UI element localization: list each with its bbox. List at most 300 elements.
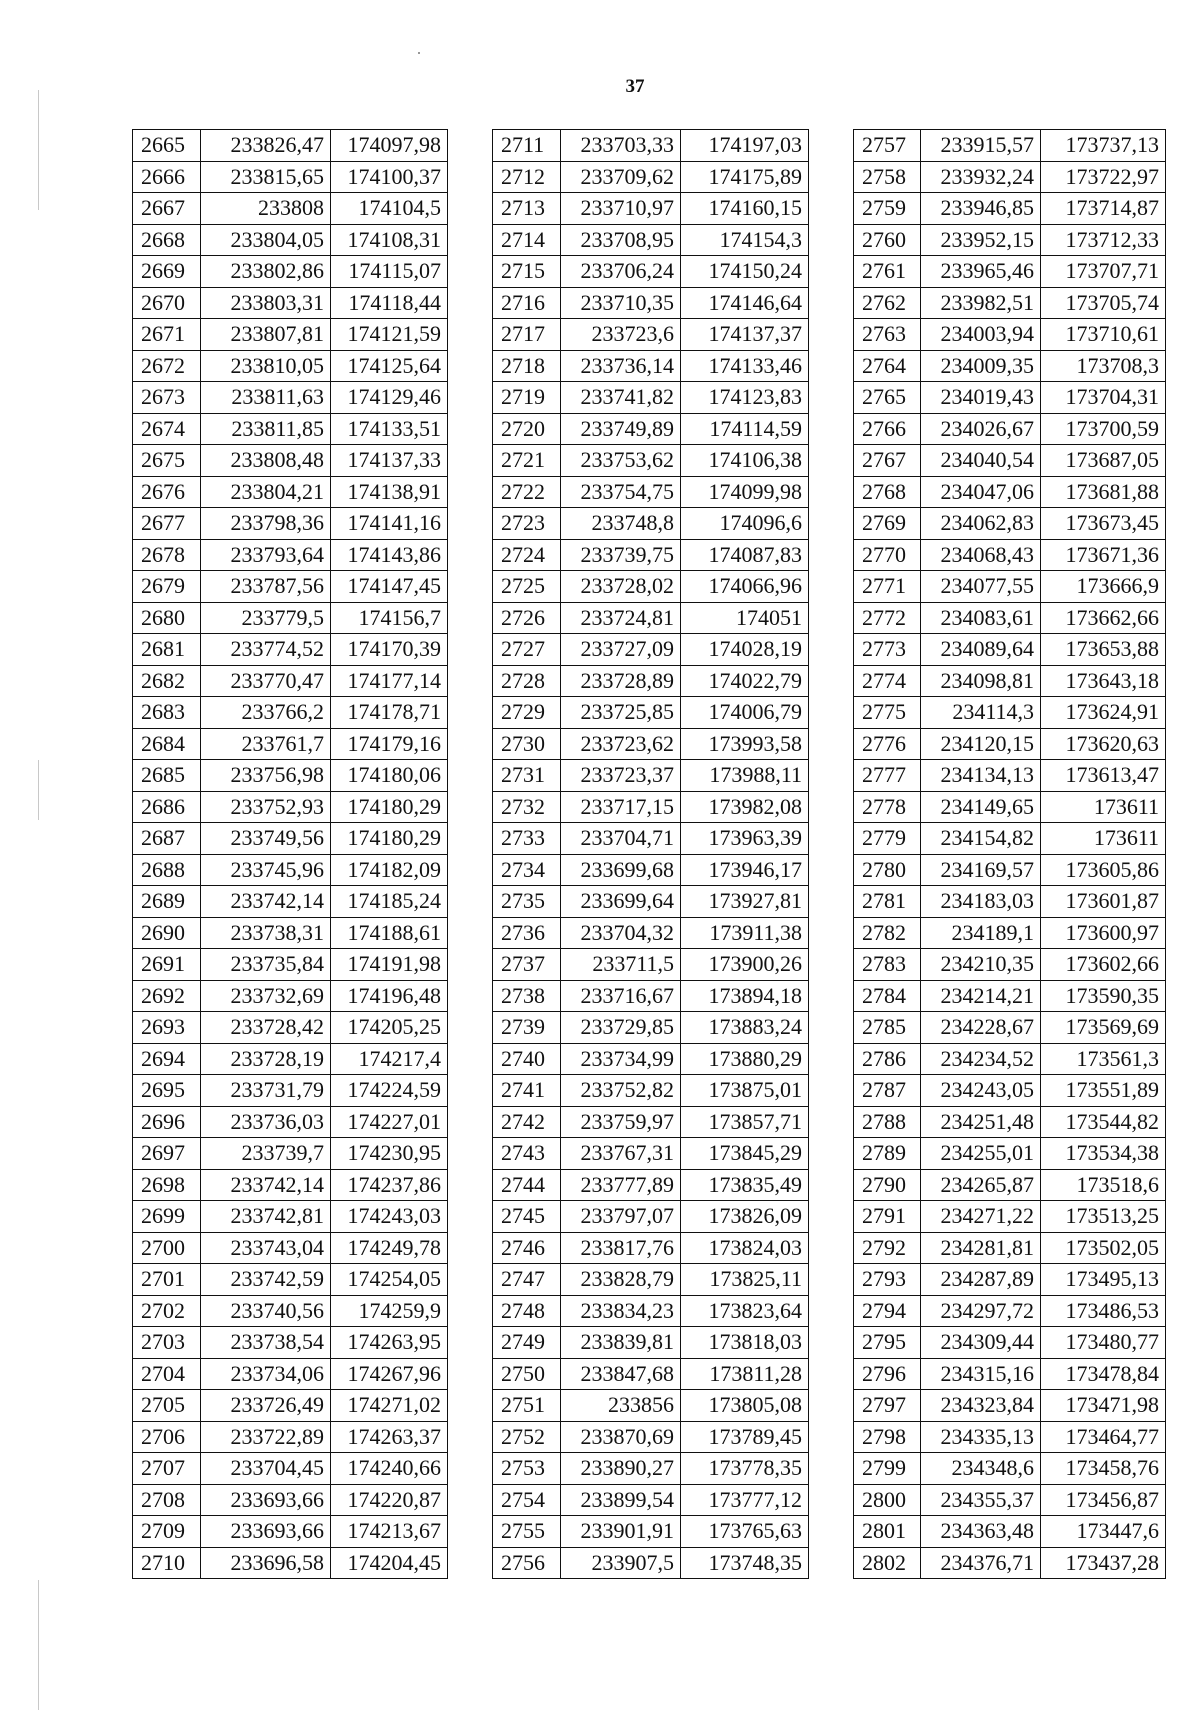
y-coordinate-cell: 174099,98 [681,476,809,508]
x-coordinate-cell: 234281,81 [921,1232,1041,1264]
table-row [133,917,448,949]
table-row [493,1043,809,1075]
point-number-cell: 2736 [493,917,561,949]
table-row [133,791,448,823]
x-coordinate-cell: 233728,19 [201,1043,331,1075]
table-row [854,161,1166,193]
table-row [493,1547,809,1579]
x-coordinate-cell: 233804,05 [201,224,331,256]
table-row [493,1484,809,1516]
x-coordinate-cell: 233739,7 [201,1138,331,1170]
y-coordinate-cell: 174205,25 [331,1012,448,1044]
scan-margin-line [38,760,39,820]
point-number-cell: 2792 [854,1232,921,1264]
table-row [854,1421,1166,1453]
point-number-cell: 2779 [854,823,921,855]
x-coordinate-cell: 234210,35 [921,949,1041,981]
point-number-cell: 2768 [854,476,921,508]
x-coordinate-cell: 233742,14 [201,1169,331,1201]
x-coordinate-cell: 233723,6 [561,319,681,351]
point-number-cell: 2718 [493,350,561,382]
y-coordinate-cell: 173811,28 [681,1358,809,1390]
y-coordinate-cell: 173544,82 [1041,1106,1166,1138]
y-coordinate-cell: 173569,69 [1041,1012,1166,1044]
x-coordinate-cell: 233899,54 [561,1484,681,1516]
y-coordinate-cell: 174259,9 [331,1295,448,1327]
table-row [493,1390,809,1422]
x-coordinate-cell: 233774,52 [201,634,331,666]
y-coordinate-cell: 174121,59 [331,319,448,351]
table-row [854,193,1166,225]
point-number-cell: 2749 [493,1327,561,1359]
x-coordinate-cell: 234265,87 [921,1169,1041,1201]
table-row [493,791,809,823]
table-row [133,1453,448,1485]
y-coordinate-cell: 174100,37 [331,161,448,193]
point-number-cell: 2767 [854,445,921,477]
x-coordinate-cell: 233723,62 [561,728,681,760]
point-number-cell: 2797 [854,1390,921,1422]
x-coordinate-cell: 234363,48 [921,1516,1041,1548]
point-number-cell: 2702 [133,1295,201,1327]
point-number-cell: 2665 [133,130,201,162]
point-number-cell: 2706 [133,1421,201,1453]
point-number-cell: 2760 [854,224,921,256]
point-number-cell: 2696 [133,1106,201,1138]
x-coordinate-cell: 234228,67 [921,1012,1041,1044]
point-number-cell: 2793 [854,1264,921,1296]
point-number-cell: 2676 [133,476,201,508]
table-row [493,634,809,666]
point-number-cell: 2730 [493,728,561,760]
table-row [493,602,809,634]
y-coordinate-cell: 174137,37 [681,319,809,351]
y-coordinate-cell: 173963,39 [681,823,809,855]
y-coordinate-cell: 173946,17 [681,854,809,886]
table-row [133,224,448,256]
point-number-cell: 2799 [854,1453,921,1485]
table-row [493,193,809,225]
x-coordinate-cell: 233779,5 [201,602,331,634]
y-coordinate-cell: 174118,44 [331,287,448,319]
y-coordinate-cell: 173624,91 [1041,697,1166,729]
x-coordinate-cell: 234047,06 [921,476,1041,508]
y-coordinate-cell: 174143,86 [331,539,448,571]
y-coordinate-cell: 174154,3 [681,224,809,256]
point-number-cell: 2679 [133,571,201,603]
table-row [133,161,448,193]
x-coordinate-cell: 233766,2 [201,697,331,729]
x-coordinate-cell: 234214,21 [921,980,1041,1012]
table-row [133,1169,448,1201]
x-coordinate-cell: 233811,85 [201,413,331,445]
point-number-cell: 2766 [854,413,921,445]
table-row [854,1327,1166,1359]
table-row [854,1264,1166,1296]
point-number-cell: 2719 [493,382,561,414]
y-coordinate-cell: 174022,79 [681,665,809,697]
point-number-cell: 2705 [133,1390,201,1422]
point-number-cell: 2790 [854,1169,921,1201]
table-row [133,980,448,1012]
point-number-cell: 2689 [133,886,201,918]
y-coordinate-cell: 174028,19 [681,634,809,666]
y-coordinate-cell: 173818,03 [681,1327,809,1359]
point-number-cell: 2685 [133,760,201,792]
point-number-cell: 2671 [133,319,201,351]
point-number-cell: 2683 [133,697,201,729]
point-number-cell: 2788 [854,1106,921,1138]
y-coordinate-cell: 173590,35 [1041,980,1166,1012]
y-coordinate-cell: 174106,38 [681,445,809,477]
table-row [493,980,809,1012]
x-coordinate-cell: 233810,05 [201,350,331,382]
y-coordinate-cell: 173714,87 [1041,193,1166,225]
y-coordinate-cell: 173662,66 [1041,602,1166,634]
y-coordinate-cell: 174182,09 [331,854,448,886]
table-row [854,697,1166,729]
y-coordinate-cell: 173534,38 [1041,1138,1166,1170]
x-coordinate-cell: 233808 [201,193,331,225]
point-number-cell: 2732 [493,791,561,823]
table-row [854,445,1166,477]
point-number-cell: 2717 [493,319,561,351]
y-coordinate-cell: 173911,38 [681,917,809,949]
table-row [493,760,809,792]
point-number-cell: 2667 [133,193,201,225]
table-row [133,1390,448,1422]
x-coordinate-cell: 233729,85 [561,1012,681,1044]
y-coordinate-cell: 174160,15 [681,193,809,225]
y-coordinate-cell: 174188,61 [331,917,448,949]
point-number-cell: 2691 [133,949,201,981]
y-coordinate-cell: 174254,05 [331,1264,448,1296]
x-coordinate-cell: 233699,64 [561,886,681,918]
point-number-cell: 2783 [854,949,921,981]
table-row [493,949,809,981]
table-row [133,413,448,445]
y-coordinate-cell: 174138,91 [331,476,448,508]
point-number-cell: 2677 [133,508,201,540]
page-number: 37 [625,76,645,97]
x-coordinate-cell: 233807,81 [201,319,331,351]
y-coordinate-cell: 174243,03 [331,1201,448,1233]
x-coordinate-cell: 233734,99 [561,1043,681,1075]
point-number-cell: 2778 [854,791,921,823]
x-coordinate-cell: 233798,36 [201,508,331,540]
point-number-cell: 2769 [854,508,921,540]
y-coordinate-cell: 174237,86 [331,1169,448,1201]
y-coordinate-cell: 174097,98 [331,130,448,162]
table-row [133,949,448,981]
x-coordinate-cell: 234335,13 [921,1421,1041,1453]
table-row [133,350,448,382]
x-coordinate-cell: 234297,72 [921,1295,1041,1327]
scan-margin-line [38,90,39,210]
y-coordinate-cell: 173825,11 [681,1264,809,1296]
table-row [493,1358,809,1390]
table-row [133,665,448,697]
point-number-cell: 2731 [493,760,561,792]
point-number-cell: 2722 [493,476,561,508]
table-row [854,319,1166,351]
y-coordinate-cell: 173700,59 [1041,413,1166,445]
table-row [854,539,1166,571]
table-row [133,760,448,792]
y-coordinate-cell: 174087,83 [681,539,809,571]
point-number-cell: 2770 [854,539,921,571]
y-coordinate-cell: 173988,11 [681,760,809,792]
x-coordinate-cell: 234287,89 [921,1264,1041,1296]
y-coordinate-cell: 173778,35 [681,1453,809,1485]
point-number-cell: 2735 [493,886,561,918]
point-number-cell: 2739 [493,1012,561,1044]
x-coordinate-cell: 234255,01 [921,1138,1041,1170]
y-coordinate-cell: 173823,64 [681,1295,809,1327]
table-row [493,161,809,193]
point-number-cell: 2684 [133,728,201,760]
y-coordinate-cell: 173993,58 [681,728,809,760]
x-coordinate-cell: 233693,66 [201,1484,331,1516]
x-coordinate-cell: 233870,69 [561,1421,681,1453]
point-number-cell: 2741 [493,1075,561,1107]
table-row [854,1453,1166,1485]
y-coordinate-cell: 173722,97 [1041,161,1166,193]
y-coordinate-cell: 173437,28 [1041,1547,1166,1579]
point-number-cell: 2757 [854,130,921,162]
x-coordinate-cell: 234040,54 [921,445,1041,477]
point-number-cell: 2796 [854,1358,921,1390]
point-number-cell: 2723 [493,508,561,540]
y-coordinate-cell: 173789,45 [681,1421,809,1453]
x-coordinate-cell: 233745,96 [201,854,331,886]
point-number-cell: 2771 [854,571,921,603]
table-row [854,1390,1166,1422]
x-coordinate-cell: 234003,94 [921,319,1041,351]
table-row [854,1106,1166,1138]
table-row [133,1138,448,1170]
table-row [493,1075,809,1107]
y-coordinate-cell: 173600,97 [1041,917,1166,949]
point-number-cell: 2697 [133,1138,201,1170]
table-row [493,1138,809,1170]
table-row [854,476,1166,508]
y-coordinate-cell: 174156,7 [331,602,448,634]
x-coordinate-cell: 233777,89 [561,1169,681,1201]
table-row [493,1516,809,1548]
table-row [854,1138,1166,1170]
point-number-cell: 2773 [854,634,921,666]
point-number-cell: 2742 [493,1106,561,1138]
point-number-cell: 2698 [133,1169,201,1201]
x-coordinate-cell: 233704,71 [561,823,681,855]
x-coordinate-cell: 233699,68 [561,854,681,886]
table-row [854,791,1166,823]
y-coordinate-cell: 174179,16 [331,728,448,760]
x-coordinate-cell: 233752,93 [201,791,331,823]
table-row [133,1358,448,1390]
table-row [854,1547,1166,1579]
point-number-cell: 2789 [854,1138,921,1170]
x-coordinate-cell: 233703,33 [561,130,681,162]
table-row [854,413,1166,445]
point-number-cell: 2707 [133,1453,201,1485]
table-row [133,886,448,918]
x-coordinate-cell: 233932,24 [921,161,1041,193]
point-number-cell: 2703 [133,1327,201,1359]
x-coordinate-cell: 233704,45 [201,1453,331,1485]
point-number-cell: 2765 [854,382,921,414]
y-coordinate-cell: 174240,66 [331,1453,448,1485]
y-coordinate-cell: 174133,51 [331,413,448,445]
x-coordinate-cell: 234183,03 [921,886,1041,918]
x-coordinate-cell: 233732,69 [201,980,331,1012]
coordinates-table-2 [492,129,809,1579]
y-coordinate-cell: 174204,45 [331,1547,448,1579]
x-coordinate-cell: 233734,06 [201,1358,331,1390]
table-row [133,508,448,540]
table-row [854,634,1166,666]
table-row [133,445,448,477]
x-coordinate-cell: 233740,56 [201,1295,331,1327]
y-coordinate-cell: 173518,6 [1041,1169,1166,1201]
point-number-cell: 2710 [133,1547,201,1579]
table-row [133,823,448,855]
point-number-cell: 2785 [854,1012,921,1044]
point-number-cell: 2687 [133,823,201,855]
point-number-cell: 2733 [493,823,561,855]
table-row [133,602,448,634]
y-coordinate-cell: 173513,25 [1041,1201,1166,1233]
point-number-cell: 2745 [493,1201,561,1233]
x-coordinate-cell: 233748,8 [561,508,681,540]
x-coordinate-cell: 233749,89 [561,413,681,445]
table-row [133,382,448,414]
x-coordinate-cell: 233717,15 [561,791,681,823]
table-row [854,508,1166,540]
x-coordinate-cell: 233753,62 [561,445,681,477]
x-coordinate-cell: 234120,15 [921,728,1041,760]
y-coordinate-cell: 174197,03 [681,130,809,162]
table-row [493,382,809,414]
x-coordinate-cell: 233802,86 [201,256,331,288]
x-coordinate-cell: 233804,21 [201,476,331,508]
x-coordinate-cell: 233952,15 [921,224,1041,256]
x-coordinate-cell: 234251,48 [921,1106,1041,1138]
x-coordinate-cell: 233738,54 [201,1327,331,1359]
x-coordinate-cell: 234309,44 [921,1327,1041,1359]
x-coordinate-cell: 233738,31 [201,917,331,949]
table-row [493,539,809,571]
table-row [133,1327,448,1359]
table-row [133,1075,448,1107]
point-number-cell: 2753 [493,1453,561,1485]
x-coordinate-cell: 234243,05 [921,1075,1041,1107]
x-coordinate-cell: 233710,35 [561,287,681,319]
table-row [133,130,448,162]
point-number-cell: 2755 [493,1516,561,1548]
y-coordinate-cell: 173653,88 [1041,634,1166,666]
x-coordinate-cell: 233811,63 [201,382,331,414]
y-coordinate-cell: 173880,29 [681,1043,809,1075]
table-row [854,130,1166,162]
point-number-cell: 2747 [493,1264,561,1296]
point-number-cell: 2786 [854,1043,921,1075]
x-coordinate-cell: 233834,23 [561,1295,681,1327]
point-number-cell: 2726 [493,602,561,634]
point-number-cell: 2666 [133,161,201,193]
x-coordinate-cell: 234376,71 [921,1547,1041,1579]
table-row [854,1358,1166,1390]
x-coordinate-cell: 233723,37 [561,760,681,792]
x-coordinate-cell: 233706,24 [561,256,681,288]
y-coordinate-cell: 173927,81 [681,886,809,918]
x-coordinate-cell: 234149,65 [921,791,1041,823]
table-row [493,350,809,382]
x-coordinate-cell: 233736,03 [201,1106,331,1138]
x-coordinate-cell: 234234,52 [921,1043,1041,1075]
y-coordinate-cell: 173456,87 [1041,1484,1166,1516]
y-coordinate-cell: 173673,45 [1041,508,1166,540]
x-coordinate-cell: 234315,16 [921,1358,1041,1390]
table-row [854,1043,1166,1075]
y-coordinate-cell: 174217,4 [331,1043,448,1075]
point-number-cell: 2791 [854,1201,921,1233]
y-coordinate-cell: 173551,89 [1041,1075,1166,1107]
point-number-cell: 2787 [854,1075,921,1107]
y-coordinate-cell: 173495,13 [1041,1264,1166,1296]
point-number-cell: 2711 [493,130,561,162]
point-number-cell: 2678 [133,539,201,571]
point-number-cell: 2748 [493,1295,561,1327]
point-number-cell: 2758 [854,161,921,193]
y-coordinate-cell: 173464,77 [1041,1421,1166,1453]
table-row [493,854,809,886]
x-coordinate-cell: 233752,82 [561,1075,681,1107]
y-coordinate-cell: 173826,09 [681,1201,809,1233]
table-row [493,1169,809,1201]
point-number-cell: 2680 [133,602,201,634]
point-number-cell: 2668 [133,224,201,256]
point-number-cell: 2763 [854,319,921,351]
point-number-cell: 2670 [133,287,201,319]
y-coordinate-cell: 173824,03 [681,1232,809,1264]
x-coordinate-cell: 233815,65 [201,161,331,193]
x-coordinate-cell: 233742,59 [201,1264,331,1296]
table-row [133,1264,448,1296]
x-coordinate-cell: 234083,61 [921,602,1041,634]
point-number-cell: 2795 [854,1327,921,1359]
table-row [854,350,1166,382]
y-coordinate-cell: 173748,35 [681,1547,809,1579]
table-row [493,571,809,603]
table-row [854,917,1166,949]
table-row [133,1043,448,1075]
x-coordinate-cell: 234154,82 [921,823,1041,855]
y-coordinate-cell: 173704,31 [1041,382,1166,414]
y-coordinate-cell: 173805,08 [681,1390,809,1422]
point-number-cell: 2777 [854,760,921,792]
x-coordinate-cell: 233826,47 [201,130,331,162]
table-row [854,256,1166,288]
point-number-cell: 2784 [854,980,921,1012]
y-coordinate-cell: 174147,45 [331,571,448,603]
x-coordinate-cell: 233742,14 [201,886,331,918]
table-row [493,130,809,162]
y-coordinate-cell: 173611 [1041,791,1166,823]
point-number-cell: 2712 [493,161,561,193]
x-coordinate-cell: 233793,64 [201,539,331,571]
